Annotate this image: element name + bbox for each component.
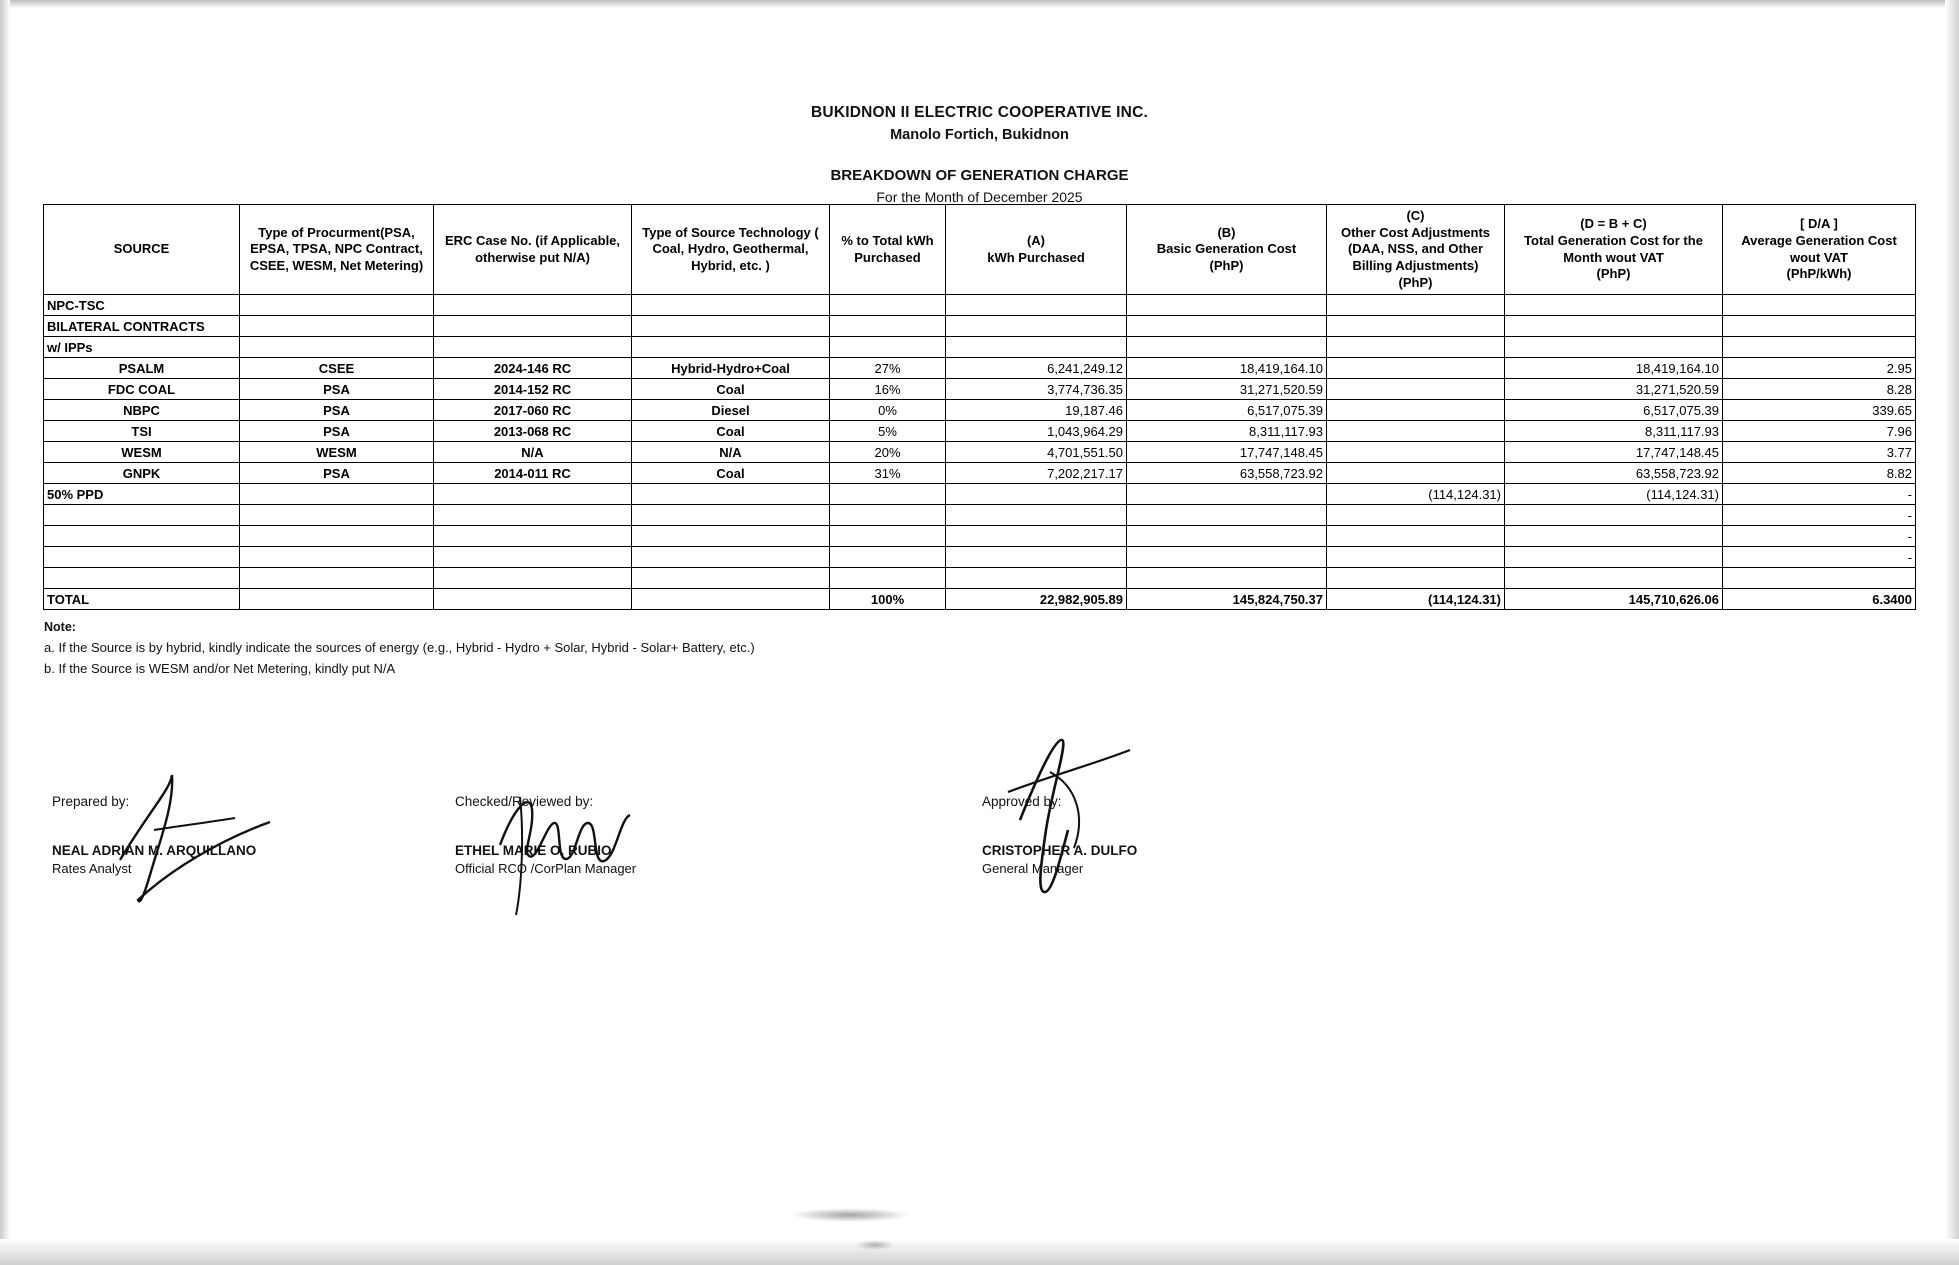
cell-erc-case bbox=[434, 484, 632, 505]
cell-procurement bbox=[240, 505, 434, 526]
signature-name: ETHEL MARIE O. RUBIO bbox=[455, 843, 612, 858]
cell-empty bbox=[434, 589, 632, 610]
col-label-basic-cost: Basic Generation Cost bbox=[1156, 241, 1297, 257]
cell-empty bbox=[240, 295, 434, 316]
cell-technology: Coal bbox=[632, 463, 830, 484]
col-top-basic-cost: (B) bbox=[1217, 224, 1236, 240]
section-label-w-ipps: w/ IPPs bbox=[44, 337, 240, 358]
table-row bbox=[44, 421, 1916, 442]
document-title: BREAKDOWN OF GENERATION CHARGE bbox=[830, 167, 1129, 184]
table-row bbox=[44, 337, 1916, 358]
cell-empty bbox=[830, 295, 946, 316]
cell-other-adjustments bbox=[1327, 526, 1505, 547]
cell-kwh: 1,043,964.29 bbox=[946, 421, 1127, 442]
cell-percent bbox=[830, 505, 946, 526]
generation-charge-table bbox=[43, 204, 1916, 610]
cell-procurement: CSEE bbox=[240, 358, 434, 379]
table-total-row bbox=[44, 589, 1916, 610]
cell-procurement: PSA bbox=[240, 379, 434, 400]
cell-empty bbox=[1127, 316, 1327, 337]
cell-total-cost bbox=[1505, 568, 1723, 589]
cell-source: GNPK bbox=[44, 463, 240, 484]
cell-total-cost: 18,419,164.10 bbox=[1505, 358, 1723, 379]
cell-technology bbox=[632, 568, 830, 589]
col-header-procurement bbox=[240, 205, 434, 295]
cell-procurement bbox=[240, 547, 434, 568]
signature-lead: Prepared by: bbox=[52, 794, 130, 809]
cell-average-cost: - bbox=[1723, 505, 1916, 526]
cell-other-adjustments bbox=[1327, 400, 1505, 421]
cell-total-cost: 8,311,117.93 bbox=[1505, 421, 1723, 442]
cell-technology bbox=[632, 505, 830, 526]
cell-empty bbox=[1327, 316, 1505, 337]
cell-empty bbox=[434, 337, 632, 358]
cell-empty bbox=[632, 589, 830, 610]
document-period: For the Month of December 2025 bbox=[876, 189, 1083, 205]
cell-percent bbox=[830, 547, 946, 568]
cell-average-cost: 3.77 bbox=[1723, 442, 1916, 463]
col-label-kwh: kWh Purchased bbox=[987, 249, 1085, 265]
cell-other-adjustments bbox=[1327, 379, 1505, 400]
cell-total-average-cost: 6.3400 bbox=[1723, 589, 1916, 610]
col-label-technology: Type of Source Technology ( Coal, Hydro, Geothermal, Hybrid, etc. ) bbox=[642, 224, 819, 273]
cell-empty bbox=[1505, 295, 1723, 316]
signature-approved-by bbox=[982, 794, 1137, 876]
col-unit-total-cost: (PhP) bbox=[1596, 266, 1631, 282]
cell-empty bbox=[632, 337, 830, 358]
cell-total-cost bbox=[1505, 505, 1723, 526]
cell-empty bbox=[830, 316, 946, 337]
col-header-source bbox=[44, 205, 240, 295]
col-header-basic-cost bbox=[1127, 205, 1327, 295]
cell-total-basic-cost: 145,824,750.37 bbox=[1127, 589, 1327, 610]
signature-title: Rates Analyst bbox=[52, 861, 132, 876]
cell-total-total-cost: 145,710,626.06 bbox=[1505, 589, 1723, 610]
cell-total-cost bbox=[1505, 547, 1723, 568]
col-label-average-cost: Average Generation Cost wout VAT bbox=[1741, 232, 1897, 265]
cell-kwh bbox=[946, 526, 1127, 547]
cell-empty bbox=[1127, 295, 1327, 316]
cell-erc-case bbox=[434, 568, 632, 589]
cell-source: WESM bbox=[44, 442, 240, 463]
cell-empty bbox=[830, 337, 946, 358]
cell-percent: 0% bbox=[830, 400, 946, 421]
cell-empty bbox=[1723, 316, 1916, 337]
cell-total-cost: 17,747,148.45 bbox=[1505, 442, 1723, 463]
signature-block bbox=[0, 780, 1959, 960]
col-header-average-cost bbox=[1723, 205, 1916, 295]
cell-kwh bbox=[946, 484, 1127, 505]
col-header-other-adjustments bbox=[1327, 205, 1505, 295]
cell-source bbox=[44, 505, 240, 526]
cell-kwh: 19,187.46 bbox=[946, 400, 1127, 421]
cell-source: NBPC bbox=[44, 400, 240, 421]
cell-total-cost: 6,517,075.39 bbox=[1505, 400, 1723, 421]
signature-title: General Manager bbox=[982, 861, 1084, 876]
table-row bbox=[44, 484, 1916, 505]
table-row bbox=[44, 547, 1916, 568]
cell-percent bbox=[830, 526, 946, 547]
col-label-procurement: Type of Procurment(PSA, EPSA, TPSA, NPC Contract, CSEE, WESM, Net Metering) bbox=[249, 224, 424, 273]
cell-basic-cost bbox=[1127, 484, 1327, 505]
cell-basic-cost bbox=[1127, 526, 1327, 547]
note-a: a. If the Source is by hybrid, kindly indicate the sources of energy (e.g., Hybrid - Hydro + Solar, Hybrid - Solar+ Battery, etc.) bbox=[44, 640, 755, 655]
cell-procurement: PSA bbox=[240, 400, 434, 421]
cell-total-cost: (114,124.31) bbox=[1505, 484, 1723, 505]
cell-total-cost bbox=[1505, 526, 1723, 547]
table-row bbox=[44, 295, 1916, 316]
cell-erc-case bbox=[434, 505, 632, 526]
scan-edge-top bbox=[0, 0, 1959, 8]
cell-empty bbox=[434, 316, 632, 337]
cell-basic-cost bbox=[1127, 547, 1327, 568]
cell-empty bbox=[240, 589, 434, 610]
cell-source bbox=[44, 526, 240, 547]
col-header-kwh bbox=[946, 205, 1127, 295]
col-label-other-adjustments: Other Cost Adjustments (DAA, NSS, and Other Billing Adjustments) bbox=[1340, 224, 1491, 273]
company-address: Manolo Fortich, Bukidnon bbox=[890, 127, 1069, 143]
cell-erc-case: N/A bbox=[434, 442, 632, 463]
cell-source: 50% PPD bbox=[44, 484, 240, 505]
cell-empty bbox=[632, 316, 830, 337]
cell-source: FDC COAL bbox=[44, 379, 240, 400]
cell-empty bbox=[1723, 295, 1916, 316]
cell-percent: 31% bbox=[830, 463, 946, 484]
cell-average-cost: - bbox=[1723, 547, 1916, 568]
cell-source bbox=[44, 547, 240, 568]
cell-technology: N/A bbox=[632, 442, 830, 463]
col-label-percent: % to Total kWh Purchased bbox=[841, 232, 934, 265]
cell-erc-case: 2014-152 RC bbox=[434, 379, 632, 400]
cell-basic-cost: 18,419,164.10 bbox=[1127, 358, 1327, 379]
cell-empty bbox=[1327, 295, 1505, 316]
cell-basic-cost bbox=[1127, 505, 1327, 526]
signature-name: NEAL ADRIAN M. ARQUILLANO bbox=[52, 843, 257, 858]
cell-technology: Diesel bbox=[632, 400, 830, 421]
cell-empty bbox=[240, 337, 434, 358]
note-b: b. If the Source is WESM and/or Net Metering, kindly put N/A bbox=[44, 661, 396, 676]
col-header-technology bbox=[632, 205, 830, 295]
cell-average-cost: 8.82 bbox=[1723, 463, 1916, 484]
cell-total-other-adjustments: (114,124.31) bbox=[1327, 589, 1505, 610]
signature-lead: Checked/Reviewed by: bbox=[455, 794, 594, 809]
signature-title: Official RCO /CorPlan Manager bbox=[455, 861, 637, 876]
cell-kwh: 7,202,217.17 bbox=[946, 463, 1127, 484]
cell-procurement bbox=[240, 568, 434, 589]
cell-empty bbox=[946, 337, 1127, 358]
signature-lead: Approved by: bbox=[982, 794, 1062, 809]
scan-edge-bottom bbox=[0, 1239, 1959, 1265]
table-row bbox=[44, 379, 1916, 400]
cell-empty bbox=[1505, 316, 1723, 337]
cell-source bbox=[44, 568, 240, 589]
cell-percent: 20% bbox=[830, 442, 946, 463]
cell-empty bbox=[946, 295, 1127, 316]
table-row bbox=[44, 442, 1916, 463]
cell-basic-cost: 17,747,148.45 bbox=[1127, 442, 1327, 463]
cell-erc-case bbox=[434, 547, 632, 568]
section-label-bilateral-contracts: BILATERAL CONTRACTS bbox=[44, 316, 240, 337]
cell-technology: Hybrid-Hydro+Coal bbox=[632, 358, 830, 379]
col-unit-basic-cost: (PhP) bbox=[1209, 257, 1244, 273]
cell-empty bbox=[632, 295, 830, 316]
cell-erc-case: 2013-068 RC bbox=[434, 421, 632, 442]
cell-empty bbox=[1127, 337, 1327, 358]
cell-empty bbox=[240, 316, 434, 337]
company-name: BUKIDNON II ELECTRIC COOPERATIVE INC. bbox=[811, 104, 1148, 121]
cell-percent: 5% bbox=[830, 421, 946, 442]
cell-other-adjustments bbox=[1327, 505, 1505, 526]
notes-block bbox=[44, 620, 755, 676]
col-unit-average-cost: (PhP/kWh) bbox=[1786, 266, 1852, 282]
col-label-total-cost: Total Generation Cost for the Month wout VAT bbox=[1524, 232, 1703, 265]
cell-empty bbox=[1723, 337, 1916, 358]
cell-procurement: PSA bbox=[240, 463, 434, 484]
cell-percent bbox=[830, 568, 946, 589]
table-row bbox=[44, 568, 1916, 589]
cell-total-label: TOTAL bbox=[44, 589, 240, 610]
cell-average-cost bbox=[1723, 568, 1916, 589]
cell-empty bbox=[434, 295, 632, 316]
cell-technology: Coal bbox=[632, 421, 830, 442]
col-label-source: SOURCE bbox=[113, 241, 170, 257]
cell-erc-case: 2024-146 RC bbox=[434, 358, 632, 379]
cell-source: TSI bbox=[44, 421, 240, 442]
cell-total-cost: 31,271,520.59 bbox=[1505, 379, 1723, 400]
cell-kwh: 6,241,249.12 bbox=[946, 358, 1127, 379]
cell-other-adjustments bbox=[1327, 568, 1505, 589]
table-row bbox=[44, 526, 1916, 547]
col-top-total-cost: (D = B + C) bbox=[1580, 216, 1647, 232]
cell-average-cost: - bbox=[1723, 484, 1916, 505]
cell-total-kwh: 22,982,905.89 bbox=[946, 589, 1127, 610]
col-top-average-cost: [ D/A ] bbox=[1800, 216, 1838, 232]
cell-average-cost: 8.28 bbox=[1723, 379, 1916, 400]
cell-other-adjustments bbox=[1327, 547, 1505, 568]
cell-percent: 16% bbox=[830, 379, 946, 400]
col-header-total-cost bbox=[1505, 205, 1723, 295]
col-unit-other-adjustments: (PhP) bbox=[1398, 274, 1433, 290]
cell-procurement bbox=[240, 526, 434, 547]
signature-checked-by bbox=[455, 794, 636, 876]
cell-technology: Coal bbox=[632, 379, 830, 400]
cell-empty bbox=[946, 316, 1127, 337]
signature-prepared-by bbox=[52, 794, 256, 876]
signature-name: CRISTOPHER A. DULFO bbox=[982, 843, 1138, 858]
col-label-erc-case: ERC Case No. (if Applicable, otherwise put N/A) bbox=[444, 232, 621, 265]
cell-other-adjustments bbox=[1327, 442, 1505, 463]
cell-other-adjustments bbox=[1327, 421, 1505, 442]
document-header bbox=[0, 104, 1959, 205]
table-row bbox=[44, 400, 1916, 421]
cell-procurement: WESM bbox=[240, 442, 434, 463]
cell-average-cost: 339.65 bbox=[1723, 400, 1916, 421]
cell-percent bbox=[830, 484, 946, 505]
cell-erc-case: 2014-011 RC bbox=[434, 463, 632, 484]
col-top-other-adjustments: (C) bbox=[1406, 208, 1425, 223]
cell-empty bbox=[1327, 337, 1505, 358]
cell-other-adjustments: (114,124.31) bbox=[1327, 484, 1505, 505]
cell-kwh bbox=[946, 505, 1127, 526]
cell-average-cost: - bbox=[1723, 526, 1916, 547]
cell-other-adjustments bbox=[1327, 358, 1505, 379]
cell-average-cost: 7.96 bbox=[1723, 421, 1916, 442]
table-row bbox=[44, 358, 1916, 379]
col-header-erc-case bbox=[434, 205, 632, 295]
cell-procurement: PSA bbox=[240, 421, 434, 442]
col-top-kwh: (A) bbox=[1026, 232, 1046, 248]
cell-kwh: 4,701,551.50 bbox=[946, 442, 1127, 463]
cell-basic-cost bbox=[1127, 568, 1327, 589]
cell-technology bbox=[632, 484, 830, 505]
scan-artifact-smudge bbox=[855, 1240, 895, 1250]
cell-erc-case: 2017-060 RC bbox=[434, 400, 632, 421]
cell-basic-cost: 63,558,723.92 bbox=[1127, 463, 1327, 484]
cell-empty bbox=[1505, 337, 1723, 358]
cell-procurement bbox=[240, 484, 434, 505]
cell-total-cost: 63,558,723.92 bbox=[1505, 463, 1723, 484]
cell-other-adjustments bbox=[1327, 463, 1505, 484]
table-row bbox=[44, 463, 1916, 484]
notes-title: Note: bbox=[44, 620, 76, 634]
cell-average-cost: 2.95 bbox=[1723, 358, 1916, 379]
cell-kwh bbox=[946, 547, 1127, 568]
cell-kwh: 3,774,736.35 bbox=[946, 379, 1127, 400]
scan-artifact-smudge bbox=[790, 1208, 910, 1222]
cell-technology bbox=[632, 526, 830, 547]
cell-basic-cost: 31,271,520.59 bbox=[1127, 379, 1327, 400]
cell-basic-cost: 8,311,117.93 bbox=[1127, 421, 1327, 442]
table-row bbox=[44, 505, 1916, 526]
cell-technology bbox=[632, 547, 830, 568]
table-header-row bbox=[44, 205, 1916, 295]
col-header-percent bbox=[830, 205, 946, 295]
cell-percent: 27% bbox=[830, 358, 946, 379]
section-label-npc-tsc: NPC-TSC bbox=[44, 295, 240, 316]
cell-basic-cost: 6,517,075.39 bbox=[1127, 400, 1327, 421]
table-row bbox=[44, 316, 1916, 337]
cell-source: PSALM bbox=[44, 358, 240, 379]
cell-kwh bbox=[946, 568, 1127, 589]
cell-total-percent: 100% bbox=[830, 589, 946, 610]
cell-erc-case bbox=[434, 526, 632, 547]
